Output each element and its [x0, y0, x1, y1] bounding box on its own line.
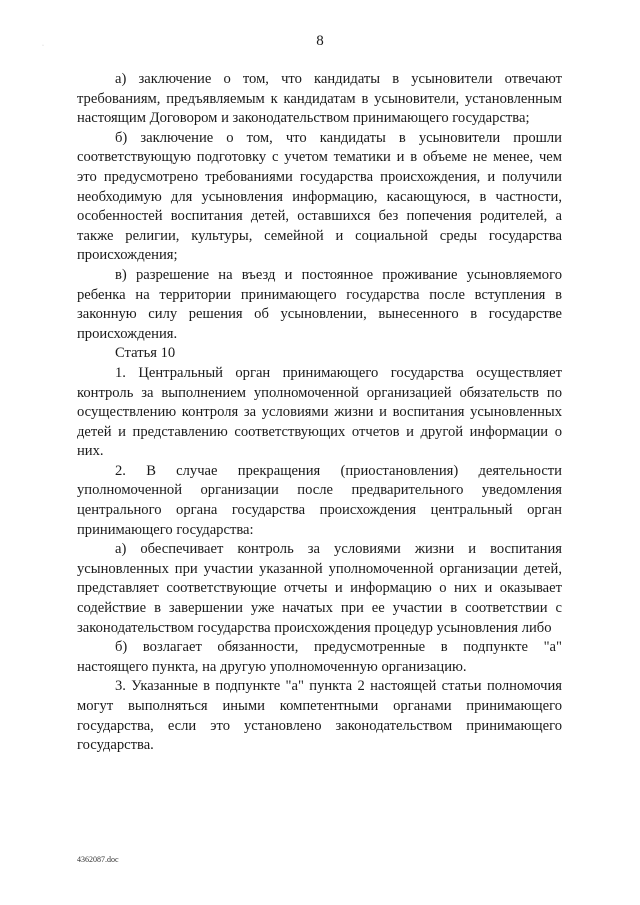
page-number: 8 [316, 33, 324, 49]
article-10-clause-2a: а) обеспечивает контроль за условиями жизни и воспитания усыновленных при участии указанной уполномоченной организации детей, представляет соответствующие отчеты и информацию о них и оказывает содействие в завершении уже начатых при ее участии в соответствии с законодательством государства происхождения процедур усыновления либо [77, 541, 562, 636]
paragraph-a: а) заключение о том, что кандидаты в усыновители отвечают требованиям, предъявляемым к кандидатам в усыновители, установленным настоящим Договором и законодательством принимающего государства; [77, 71, 562, 127]
paragraph-b: б) заключение о том, что кандидаты в усыновители прошли соответствующую подготовку с учетом тематики и в объеме не менее, чем это предусмотрено требованиями государства происхождения, и получили необходимую для усыновления информацию, касающуюся, в частности, особенностей воспитания детей, оставшихся без попечения родителей, а также религии, культуры, семейной и социальной среды государства происхождения; [77, 129, 562, 264]
document-body [77, 70, 562, 756]
article-10-clause-2b: б) возлагает обязанности, предусмотренные в подпункте "а" настоящего пункта, на другую уполномоченную организацию. [77, 639, 562, 675]
article-title: Статья 10 [115, 345, 176, 362]
footer-filename: 4362087.doc [77, 855, 119, 864]
article-10-clause-2: 2. В случае прекращения (приостановления) деятельности уполномоченной организации после предварительного уведомления центрального органа государства происхождения центральный орган принимающего государства: [77, 462, 562, 538]
article-10-clause-3: 3. Указанные в подпункте "а" пункта 2 настоящей статьи полномочия могут выполняться иными компетентными органами принимающего государства, если это установлено законодательством принимающего государства. [77, 678, 562, 754]
article-10-clause-1: 1. Центральный орган принимающего государства осуществляет контроль за выполнением уполномоченной организацией обязательств по осуществлению контроля за условиями жизни и воспитания усыновленных детей и представлению соответствующих отчетов и другой информации о них. [77, 364, 562, 460]
margin-mark: · [42, 43, 44, 49]
paragraph-v: в) разрешение на въезд и постоянное проживание усыновляемого ребенка на территории принимающего государства после вступления в законную силу решения об усыновлении, вынесенного в государстве происхождения. [77, 266, 562, 342]
